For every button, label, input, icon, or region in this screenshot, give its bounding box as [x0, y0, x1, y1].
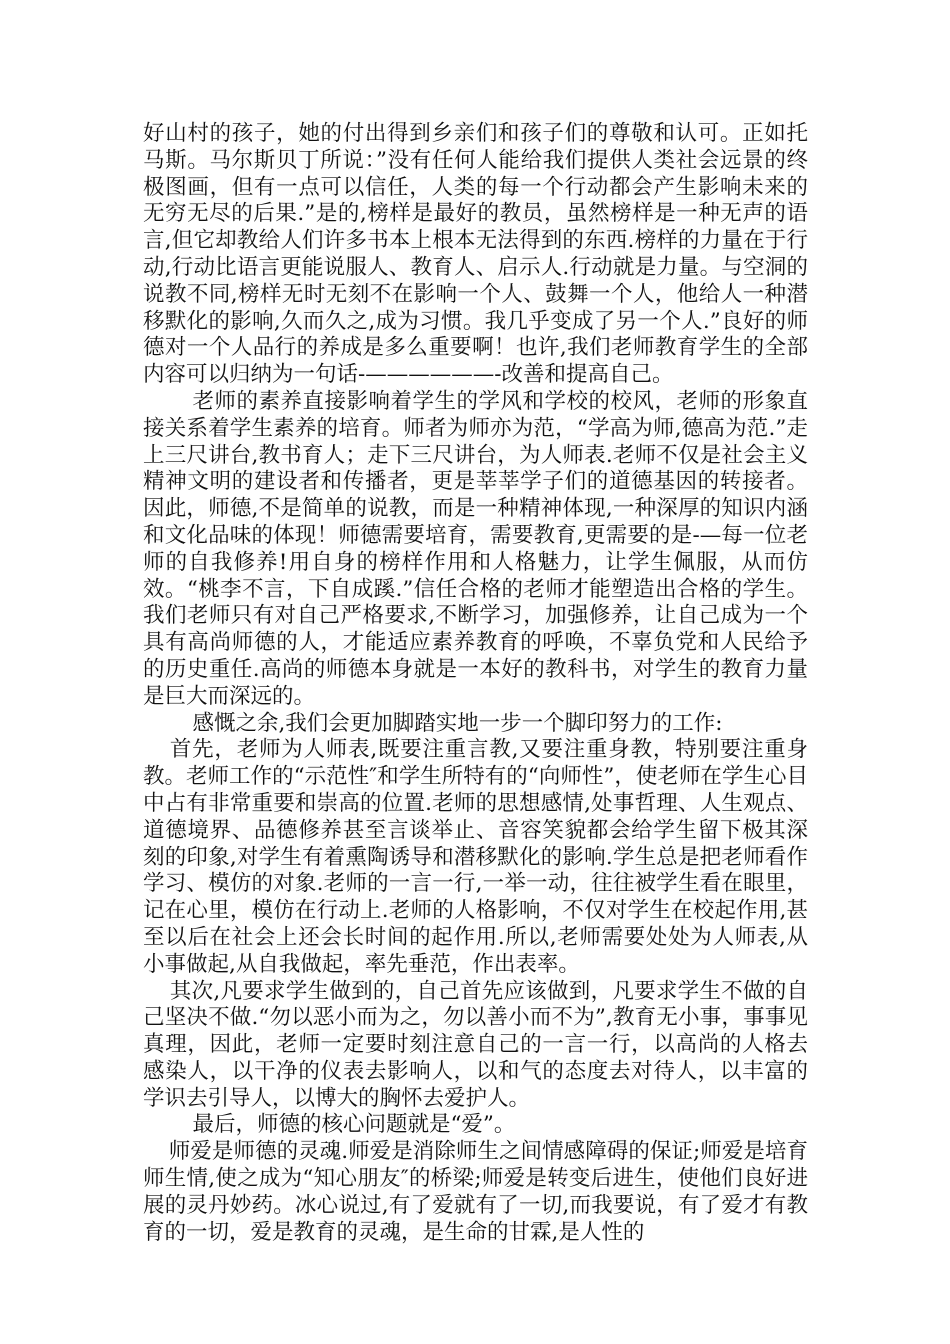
paragraph-teacher-quality: 老师的素养直接影响着学生的学风和学校的校风，老师的形象直接关系着学生素养的培育。师者为师亦为范，“学高为师,德高为范.”走上三尺讲台,教书育人；走下三尺讲台，为人师表.老师不仅是社会主义精神文明的建设者和传播者，更是莘莘学子们的道德基因的转接者。因此，师德,不是简单的说教，而是一种精神体现,一种深厚的知识内涵和文化品味的体现！师德需要培育，需要教育,更需要的是-—每一位老师的自我修养!用自身的榜样作用和人格魅力，让学生佩服，从而仿效。“桃李不言，下自成蹊.”信任合格的老师才能塑造出合格的学生。我们老师只有对自己严格要求,不断学习，加强修养，让自己成为一个具有高尚师德的人，才能适应素养教育的呼唤，不辜负党和人民给予的历史重任.高尚的师德本身就是一本好的教科书，对学生的教育力量是巨大而深远的。	[143, 388, 808, 709]
paragraph-role-models: 好山村的孩子，她的付出得到乡亲们和孩子们的尊敬和认可。正如托马斯。马尔斯贝丁所说：”没有任何人能给我们提供人类社会远景的终极图画，但有一点可以信任，人类的每一个行动都会产生影响未来的无穷无尽的后果.”是的,榜样是最好的教员，虽然榜样是一种无声的语言,但它却教给人们许多书本上根本无法得到的东西.榜样的力量在于行动,行动比语言更能说服人、教育人、启示人.行动就是力量。与空洞的说教不同,榜样无时无刻不在影响一个人、鼓舞一个人，他给人一种潜移默化的影响,久而久之,成为习惯。我几乎变成了另一个人.”良好的师德对一个人品行的养成是多么重要啊！也许,我们老师教育学生的全部内容可以归纳为一句话-——————-改善和提高自己。	[143, 121, 808, 388]
paragraph-second-point: 其次,凡要求学生做到的，自己首先应该做到，凡要求学生不做的自己坚决不做.“勿以恶小而为之，勿以善小而不为”,教育无小事，事事见真理，因此，老师一定要时刻注意自己的一言一行，以高尚的人格去感染人，以干净的仪表去影响人，以和气的态度去对待人，以丰富的学识去引导人，以博大的胸怀去爱护人。	[143, 978, 808, 1111]
paragraph-first-point: 首先，老师为人师表,既要注重言教,又要注重身教，特别要注重身教。老师工作的“示范性″和学生所特有的“向师性”，使老师在学生心目中占有非常重要和崇高的位置.老师的思想感情,处事哲理、人生观点、道德境界、品德修养甚至言谈举止、音容笑貌都会给学生留下极其深刻的印象,对学生有着熏陶诱导和潜移默化的影响.学生总是把老师看作学习、模仿的对象.老师的一言一行,一举一动，往往被学生看在眼里，记在心里，模仿在行动上.老师的人格影响，不仅对学生在校起作用,甚至以后在社会上还会长时间的起作用.所以,老师需要处处为人师表,从小事做起,从自我做起，率先垂范，作出表率。	[143, 737, 808, 977]
document-page	[143, 121, 808, 1246]
paragraph-reflection: 感慨之余,我们会更加脚踏实地一步一个脚印努力的工作:	[192, 710, 723, 736]
paragraph-last-point: 最后，师德的核心问题就是“爱”。	[192, 1112, 516, 1138]
paragraph-teacher-love: 师爱是师德的灵魂.师爱是消除师生之间情感障碍的保证;师爱是培育师生情,使之成为“知心朋友″的桥梁;师爱是转变后进生，使他们良好进展的灵丹妙药。冰心说过,有了爱就有了一切,而我要说，有了爱才有教育的一切，爱是教育的灵魂，是生命的甘霖,是人性的	[143, 1139, 808, 1245]
